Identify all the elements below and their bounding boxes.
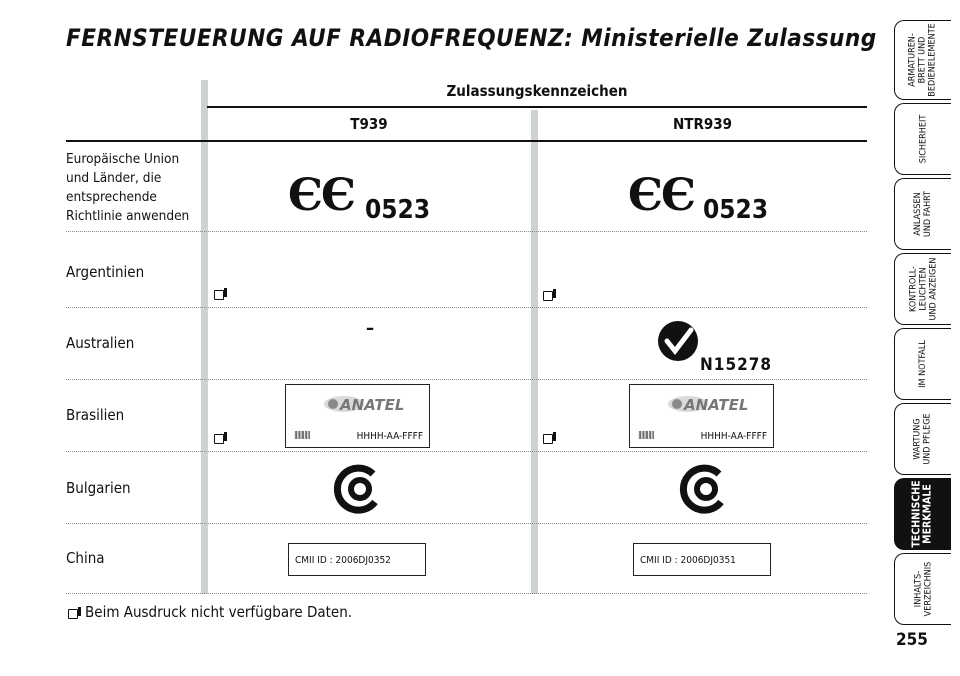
row-divider — [66, 379, 867, 380]
page-title: FERNSTEUERUNG AUF RADIOFREQUENZ: Ministerielle Zulassung — [66, 24, 877, 52]
ce-mark-t939 — [288, 170, 354, 221]
row-divider — [66, 451, 867, 452]
ce-mark-ntr939 — [628, 170, 694, 221]
bulgarian-mark-icon — [333, 464, 383, 514]
anatel-label-ntr939 — [629, 384, 774, 448]
row-label-china: China — [66, 549, 105, 567]
c-tick-number: N15278 — [700, 355, 773, 375]
svg-text:ANATEL: ANATEL — [684, 396, 749, 414]
row-label-bulgarien: Bulgarien — [66, 479, 131, 497]
anatel-label-t939 — [285, 384, 430, 448]
cmii-id-t939: CMII ID : 2006DJ0352 — [288, 543, 426, 576]
tab-im-notfall[interactable]: IM NOTFALL — [894, 328, 951, 400]
anatel-code: HHHH-AA-FFFF — [700, 431, 767, 442]
c-tick-icon — [657, 320, 699, 362]
not-available-icon — [214, 434, 224, 444]
ce-icon: ЄЄ — [628, 170, 694, 221]
cmii-id-ntr939: CMII ID : 2006DJ0351 — [633, 543, 771, 576]
barcode-icon: ||||||||||| — [638, 430, 654, 439]
column-header-t939: T939 — [350, 115, 388, 133]
tab-inhaltsverzeichnis[interactable]: INHALTS- VERZEICHNIS — [894, 553, 951, 625]
not-available-icon — [68, 609, 78, 619]
barcode-icon: ||||||||||| — [294, 430, 310, 439]
row-label-eu: Europäische Union und Länder, die entsprechende Richtlinie anwenden — [66, 151, 190, 224]
page-number: 255 — [896, 630, 928, 650]
column-bar-left — [201, 80, 208, 594]
not-available-icon — [543, 434, 553, 444]
row-label-brasilien: Brasilien — [66, 406, 125, 424]
svg-text:ANATEL: ANATEL — [340, 396, 405, 414]
tab-kontrollleuchten[interactable]: KONTROLL- LEUCHTEN UND ANZEIGEN — [894, 253, 951, 325]
group-header: Zulassungskennzeichen — [446, 82, 628, 100]
tab-armaturenbrett[interactable]: ARMATUREN- BRETT UND BEDIENELEMENTE — [894, 20, 951, 100]
row-divider — [66, 593, 867, 594]
anatel-logo-icon — [322, 392, 418, 418]
ce-icon: ЄЄ — [288, 170, 354, 221]
header-bottom-rule — [66, 140, 867, 142]
tab-wartung[interactable]: WARTUNG UND PFLEGE — [894, 403, 951, 475]
not-available-icon — [543, 291, 553, 301]
row-divider — [66, 231, 867, 232]
tab-anlassen[interactable]: ANLASSEN UND FAHRT — [894, 178, 951, 250]
tab-sicherheit[interactable]: SICHERHEIT — [894, 103, 951, 175]
row-label-argentinien: Argentinien — [66, 263, 145, 281]
ce-number-t939: 0523 — [365, 195, 431, 225]
anatel-logo-icon — [666, 392, 762, 418]
ce-number-ntr939: 0523 — [703, 195, 769, 225]
row-label-australien: Australien — [66, 334, 135, 352]
column-header-ntr939: NTR939 — [672, 115, 733, 133]
dash-t939: – — [366, 318, 375, 339]
tab-technische-merkmale[interactable]: TECHNISCHE MERKMALE — [894, 478, 951, 550]
header-rule — [207, 106, 867, 108]
row-divider — [66, 307, 867, 308]
bulgarian-mark-icon — [679, 464, 729, 514]
anatel-code: HHHH-AA-FFFF — [356, 431, 423, 442]
row-divider — [66, 523, 867, 524]
not-available-icon — [214, 290, 224, 300]
column-bar-middle — [531, 110, 538, 594]
footnote: Beim Ausdruck nicht verfügbare Daten. — [85, 603, 353, 621]
